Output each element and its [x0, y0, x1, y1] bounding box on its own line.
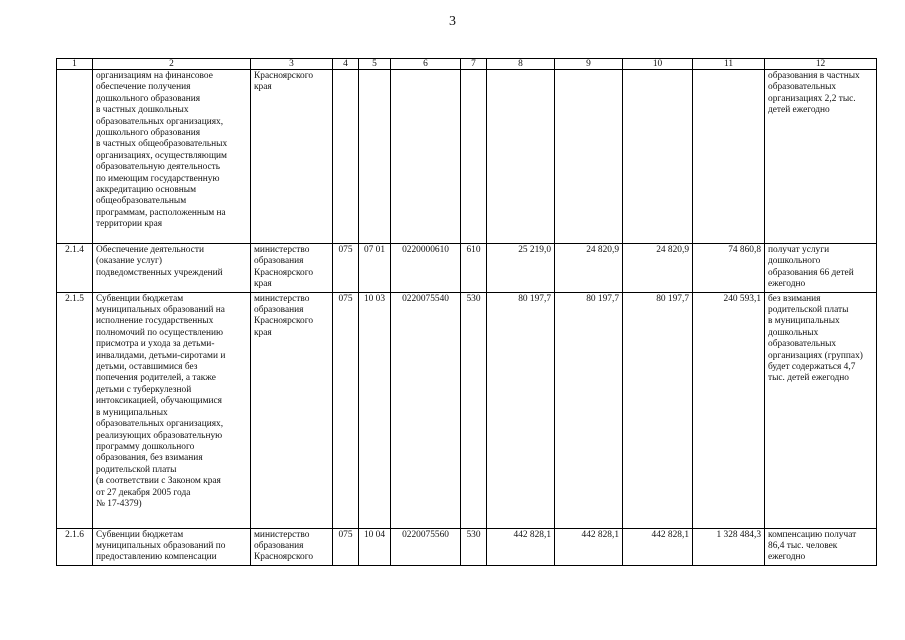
column-header: 1	[57, 59, 93, 70]
row-total-amount: 240 593,1	[693, 292, 765, 528]
row-number: 2.1.6	[57, 528, 93, 565]
row-year1-amount: 80 197,7	[487, 292, 555, 528]
row-grbs: 075	[333, 292, 359, 528]
row-expense-type: 530	[461, 292, 487, 528]
row-administrator: министерство образования Красноярского	[251, 528, 333, 565]
row-grbs	[333, 70, 359, 244]
row-expected-result: компенсацию получат 86,4 тыс. человек ежегодно	[765, 528, 877, 565]
row-year3-amount	[623, 70, 693, 244]
row-description: Субвенции бюджетам муниципальных образований по предоставлению компенсации	[93, 528, 251, 565]
column-header: 12	[765, 59, 877, 70]
row-description: Обеспечение деятельности (оказание услуг) подведомственных учреждений	[93, 244, 251, 293]
row-number: 2.1.4	[57, 244, 93, 293]
budget-table	[56, 58, 877, 566]
row-administrator: министерство образования Красноярского края	[251, 292, 333, 528]
table-row	[57, 70, 877, 244]
row-year2-amount: 24 820,9	[555, 244, 623, 293]
column-header: 9	[555, 59, 623, 70]
row-year3-amount: 24 820,9	[623, 244, 693, 293]
row-number	[57, 70, 93, 244]
row-total-amount: 74 860,8	[693, 244, 765, 293]
row-total-amount: 1 328 484,3	[693, 528, 765, 565]
row-section: 07 01	[359, 244, 391, 293]
row-number: 2.1.5	[57, 292, 93, 528]
column-header: 4	[333, 59, 359, 70]
column-header: 8	[487, 59, 555, 70]
row-year2-amount: 80 197,7	[555, 292, 623, 528]
row-year3-amount: 80 197,7	[623, 292, 693, 528]
column-header: 6	[391, 59, 461, 70]
row-target-code	[391, 70, 461, 244]
table-row	[57, 528, 877, 565]
row-year3-amount: 442 828,1	[623, 528, 693, 565]
row-description: Субвенции бюджетам муниципальных образований на исполнение государственных полномочий по осуществлению присмотра и ухода за детьми- инвалидами, детьми-сиротами и детьми, оставшимися без попечения родителей, а также детьми с туберкулезной интоксикацией, обучающимися в муниципальных образовательных организациях, реализующих образовательную программу дошкольного образования, без взимания родительской платы (в соответствии с Законом края от 27 декабря 2005 года № 17-4379)	[93, 292, 251, 528]
page-number: 3	[449, 14, 456, 29]
column-header: 7	[461, 59, 487, 70]
row-expense-type	[461, 70, 487, 244]
row-total-amount	[693, 70, 765, 244]
row-section	[359, 70, 391, 244]
row-section: 10 04	[359, 528, 391, 565]
table-row	[57, 244, 877, 293]
column-header: 2	[93, 59, 251, 70]
row-year1-amount: 442 828,1	[487, 528, 555, 565]
row-administrator: Красноярского края	[251, 70, 333, 244]
table-row	[57, 292, 877, 528]
row-target-code: 0220000610	[391, 244, 461, 293]
row-expense-type: 610	[461, 244, 487, 293]
row-grbs: 075	[333, 244, 359, 293]
column-header: 3	[251, 59, 333, 70]
row-grbs: 075	[333, 528, 359, 565]
row-target-code: 0220075540	[391, 292, 461, 528]
row-expected-result: получат услуги дошкольного образования 66 детей ежегодно	[765, 244, 877, 293]
row-expense-type: 530	[461, 528, 487, 565]
row-expected-result: образования в частных образовательных организациях 2,2 тыс. детей ежегодно	[765, 70, 877, 244]
row-year1-amount	[487, 70, 555, 244]
row-year1-amount: 25 219,0	[487, 244, 555, 293]
row-section: 10 03	[359, 292, 391, 528]
row-target-code: 0220075560	[391, 528, 461, 565]
column-header: 5	[359, 59, 391, 70]
column-header: 11	[693, 59, 765, 70]
row-expected-result: без взимания родительской платы в муниципальных дошкольных образовательных организациях (группах) будет содержаться 4,7 тыс. детей ежегодно	[765, 292, 877, 528]
row-year2-amount: 442 828,1	[555, 528, 623, 565]
column-header: 10	[623, 59, 693, 70]
header-row	[57, 59, 877, 70]
row-year2-amount	[555, 70, 623, 244]
row-description: организациям на финансовое обеспечение получения дошкольного образования в частных дошкольных образовательных организациях, дошкольного образования в частных общеобразовательных организациях, осуществляющим образовательную деятельность по имеющим государственную аккредитацию основным общеобразовательным программам, расположенным на территории края	[93, 70, 251, 244]
row-administrator: министерство образования Красноярского края	[251, 244, 333, 293]
